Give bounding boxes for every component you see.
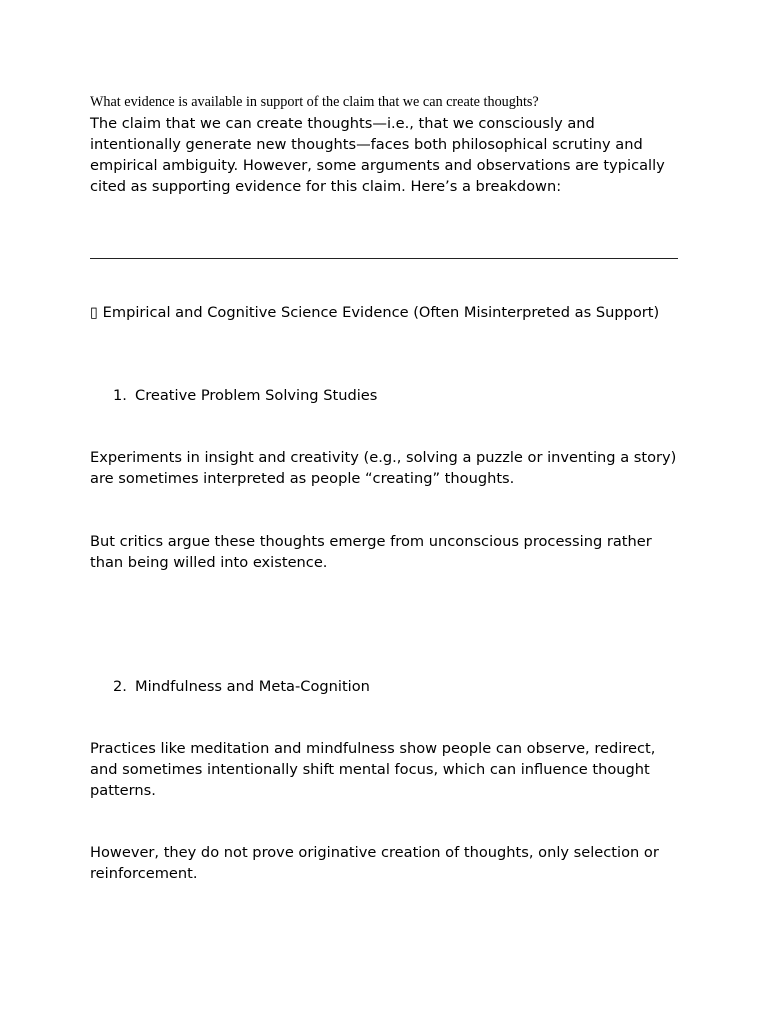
list-item-2-paragraph-2: However, they do not prove originative creation of thoughts, only selection or reinforcement. — [90, 844, 659, 882]
question-line: What evidence is available in support of the claim that we can create thoughts? — [90, 94, 539, 110]
missing-glyph-icon: ▯ — [90, 304, 99, 321]
list-item-2-title — [113, 676, 673, 697]
list-item-2-number: 2. — [113, 678, 127, 695]
list-item-2-title-text: Mindfulness and Meta-Cognition — [135, 678, 370, 695]
list-item-1-title — [113, 385, 673, 406]
intro-paragraph: The claim that we can create thoughts—i.e., that we consciously and intentionally generate new thoughts—faces both philosophical scrutiny and empirical ambiguity. However, some arguments and observations are typically cited as supporting evidence for this claim. Here’s a breakdown: — [90, 115, 665, 195]
list-item-1-number: 1. — [113, 387, 127, 404]
list-item-1-title-text: Creative Problem Solving Studies — [135, 387, 378, 404]
section-heading-text: Empirical and Cognitive Science Evidence (Often Misinterpreted as Support) — [102, 304, 660, 321]
list-item-1-paragraph-2: But critics argue these thoughts emerge from unconscious processing rather than being willed into existence. — [90, 533, 652, 571]
section-heading — [90, 302, 682, 323]
list-item-2-paragraph-1: Practices like meditation and mindfulness show people can observe, redirect, and sometimes intentionally shift mental focus, which can influence thought patterns. — [90, 740, 656, 799]
list-item-1-paragraph-1: Experiments in insight and creativity (e.g., solving a puzzle or inventing a story) are sometimes interpreted as people “creating” thoughts. — [90, 449, 677, 487]
horizontal-divider — [90, 258, 678, 259]
